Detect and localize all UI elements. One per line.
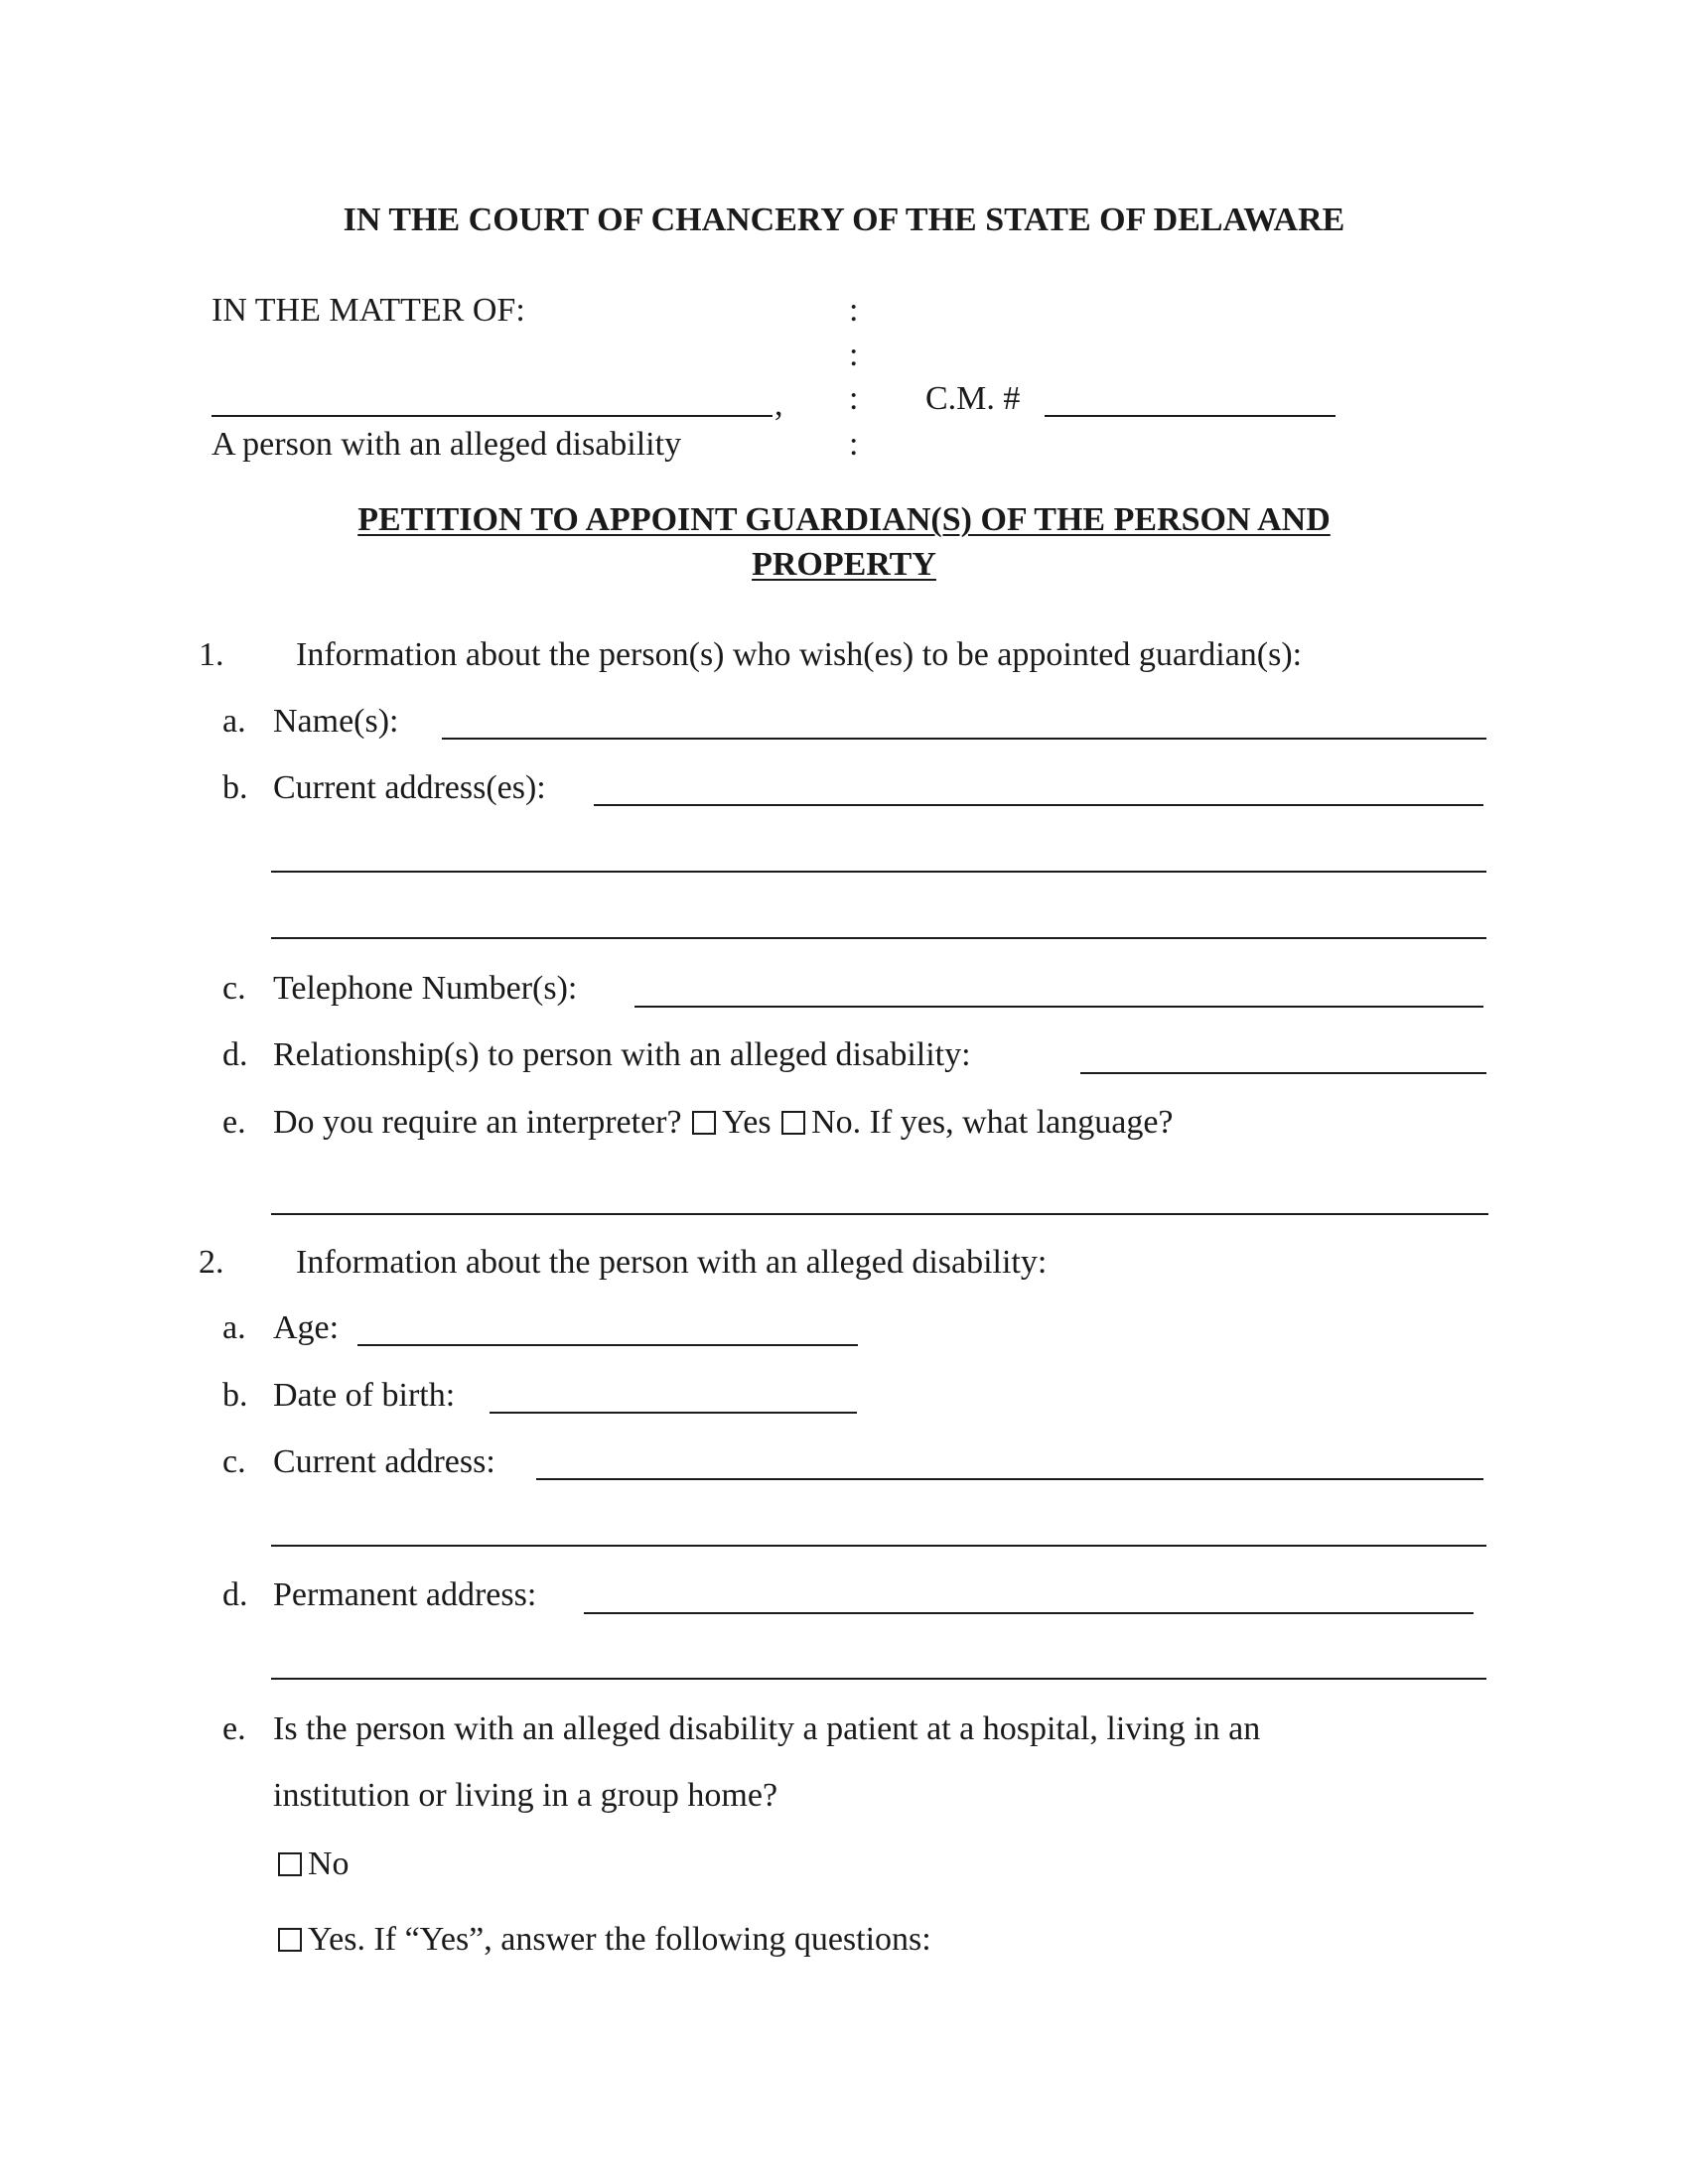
current-address-field-line2[interactable] xyxy=(271,1545,1486,1547)
telephone-field[interactable] xyxy=(634,1006,1483,1008)
institution-no-label: No xyxy=(308,1845,350,1882)
court-title: IN THE COURT OF CHANCERY OF THE STATE OF DELAWARE xyxy=(343,202,1345,238)
age-field[interactable] xyxy=(357,1344,858,1346)
telephone-label: Telephone Number(s): xyxy=(273,970,578,1007)
caption-comma: , xyxy=(774,386,783,423)
institution-question-line2: institution or living in a group home? xyxy=(273,1777,778,1814)
section1-number: 1. xyxy=(199,636,224,673)
interpreter-label: Do you require an interpreter? xyxy=(273,1104,682,1141)
caption-colon: : xyxy=(849,426,859,463)
item-letter: e. xyxy=(222,1710,246,1747)
section1-heading: Information about the person(s) who wish(es) to be appointed guardian(s): xyxy=(296,636,1303,673)
cm-number-field[interactable] xyxy=(1045,415,1336,417)
item-letter: d. xyxy=(222,1576,248,1613)
item-letter: b. xyxy=(222,1377,248,1414)
caption-colon: : xyxy=(849,380,859,417)
item-letter: d. xyxy=(222,1036,248,1073)
current-addresses-label: Current address(es): xyxy=(273,769,546,806)
interpreter-no-label: No. If yes, what language? xyxy=(811,1104,1174,1141)
institution-yes-checkbox[interactable] xyxy=(278,1928,302,1952)
section2-number: 2. xyxy=(199,1244,224,1281)
relationship-field[interactable] xyxy=(1080,1072,1486,1074)
current-addresses-field-line1[interactable] xyxy=(594,804,1483,806)
item-letter: e. xyxy=(222,1104,246,1141)
cm-label: C.M. # xyxy=(925,380,1021,417)
petition-title-line2: PROPERTY xyxy=(752,546,936,583)
in-the-matter-of-label: IN THE MATTER OF: xyxy=(211,292,525,329)
interpreter-language-field[interactable] xyxy=(271,1213,1488,1215)
institution-yes-label: Yes. If “Yes”, answer the following questions: xyxy=(308,1921,931,1958)
current-addresses-field-line3[interactable] xyxy=(271,937,1486,939)
item-letter: a. xyxy=(222,1309,246,1346)
permanent-address-field-line1[interactable] xyxy=(584,1612,1474,1614)
date-of-birth-field[interactable] xyxy=(490,1412,857,1414)
current-addresses-field-line2[interactable] xyxy=(271,871,1486,873)
institution-yes-option xyxy=(276,1920,931,1960)
section2-heading: Information about the person with an alleged disability: xyxy=(296,1244,1048,1281)
names-field[interactable] xyxy=(442,738,1486,740)
current-address-label: Current address: xyxy=(273,1443,495,1480)
caption-colon: : xyxy=(849,337,859,373)
institution-question-line1: Is the person with an alleged disability a patient at a hospital, living in an xyxy=(273,1710,1261,1747)
age-label: Age: xyxy=(273,1309,340,1346)
names-label: Name(s): xyxy=(273,703,399,740)
permanent-address-field-line2[interactable] xyxy=(271,1678,1486,1680)
interpreter-no-checkbox[interactable] xyxy=(781,1111,805,1135)
item-letter: c. xyxy=(222,970,246,1007)
item-letter: b. xyxy=(222,769,248,806)
current-address-field-line1[interactable] xyxy=(536,1478,1483,1480)
petition-title-line1: PETITION TO APPOINT GUARDIAN(S) OF THE PERSON AND xyxy=(357,501,1331,538)
institution-no-option xyxy=(276,1844,350,1884)
person-label: A person with an alleged disability xyxy=(211,426,682,463)
relationship-label: Relationship(s) to person with an alleged disability: xyxy=(273,1036,971,1073)
date-of-birth-label: Date of birth: xyxy=(273,1377,456,1414)
institution-no-checkbox[interactable] xyxy=(278,1852,302,1876)
item-letter: a. xyxy=(222,703,246,740)
interpreter-yes-checkbox[interactable] xyxy=(692,1111,716,1135)
interpreter-question xyxy=(273,1103,1174,1143)
interpreter-yes-label: Yes xyxy=(722,1104,772,1141)
caption-colon: : xyxy=(849,292,859,329)
item-letter: c. xyxy=(222,1443,246,1480)
permanent-address-label: Permanent address: xyxy=(273,1576,537,1613)
person-name-field[interactable] xyxy=(211,415,773,417)
